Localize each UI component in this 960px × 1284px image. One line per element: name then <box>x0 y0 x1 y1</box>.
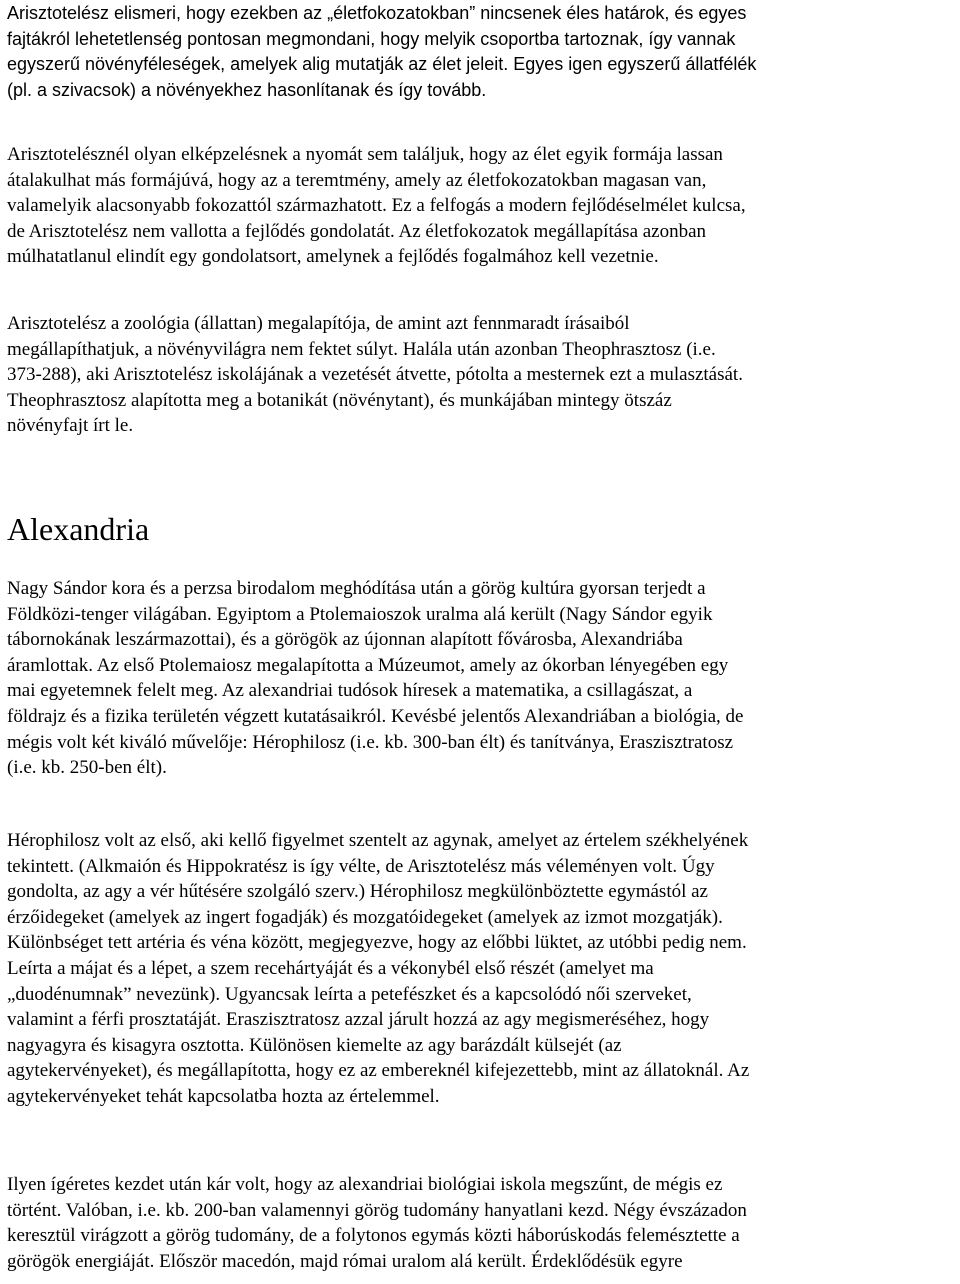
text-line: Hérophilosz volt az első, aki kellő figyelmet szentelt az agynak, amelyet az értelem székhelyének <box>7 830 749 851</box>
text-line: földrajz és a fizika területén végzett kutatásaikról. Kevésbé jelentős Alexandriában a biológia, de <box>7 705 744 727</box>
text-line: múlhatatlanul elindít egy gondolatsort, amelynek a fejlődés fogalmához kell vezetnie. <box>7 246 659 268</box>
text-line: valamint a férfi prosztatáját. Eraszisztratosz azzal járult hozzá az agy megismeréséhez, hogy <box>7 1009 710 1031</box>
text-line: érzőidegeket (amelyek az ingert fogadják) és mozgatóidegeket (amelyek az izmot mozgatják). <box>7 906 723 928</box>
text-line: mégis volt két kiváló művelője: Hérophilosz (i.e. kb. 300-ban élt) és tanítványa, Eraszisztratosz <box>7 731 734 753</box>
text-line: görögök energiáját. Először macedón, majd római uralom alá került. Érdeklődésük egyre <box>7 1250 683 1272</box>
text-line: nagyagyra és kisagyra osztotta. Különösen kiemelte az agy barázdált külsejét (az <box>7 1034 622 1056</box>
text-line: 373-288), aki Arisztotelész iskolájának a vezetését átvette, pótolta a mesternek ezt a mulasztását. <box>7 364 743 386</box>
text-line: növényfajt írt le. <box>7 415 134 437</box>
text-line: mai egyetemnek felelt meg. Az alexandriai tudósok híresek a matematika, a csillagászat, a <box>7 680 693 702</box>
paragraph-evolution-idea <box>7 142 746 270</box>
paragraph-herophilus <box>7 828 749 1110</box>
text-line: gondolta, az agy a vér hűtésére szolgáló szerv.) Hérophilosz megkülönböztette egymástól az <box>7 881 708 903</box>
text-line: keresztül virágzott a görög tudomány, de a folytonos egymás közti háborúskodás felemésztette a <box>7 1225 740 1247</box>
text-line: Arisztotelész elismeri, hogy ezekben az „életfokozatokban” nincsenek éles határok, és egyes <box>7 3 747 23</box>
text-line: agytekervényeket), és megállapította, hogy ez az embereknél kifejezettebb, mint az állatoknál. Az <box>7 1060 750 1082</box>
text-line: Földközi-tenger világában. Egyiptom a Ptolemaioszok uralma alá került (Nagy Sándor egyik <box>7 603 713 625</box>
text-line: történt. Valóban, i.e. kb. 200-ban valamennyi görög tudomány hanyatlani kezd. Négy évszázadon <box>7 1199 747 1221</box>
text-line: áramlottak. Az első Ptolemaiosz megalapította a Múzeumot, amely az ókorban lényegében egy <box>7 654 729 676</box>
paragraph-alexandria-intro <box>7 576 743 781</box>
text-line: tábornokának leszármazottai), és a görögök az újonnan alapított fővárosba, Alexandriába <box>7 629 683 651</box>
text-line: Arisztotelész a zoológia (állattan) megalapítója, de amint azt fennmaradt írásaiból <box>7 313 630 334</box>
paragraph-decline <box>7 1172 747 1274</box>
text-line: Nagy Sándor kora és a perzsa birodalom meghódítása után a görög kultúra gyorsan terjedt a <box>7 578 706 599</box>
text-line: fajtákról lehetetlenség pontosan megmondani, hogy melyik csoportba tartoznak, így vannak <box>7 28 736 49</box>
text-line: agytekervényeket tehát kapcsolatba hozta az értelemmel. <box>7 1085 440 1107</box>
text-line: valamelyik alacsonyabb fokozattól származhatott. Ez a felfogás a modern fejlődéselmélet kulcsa, <box>7 195 746 217</box>
section-heading: Alexandria <box>7 511 150 547</box>
text-line: átalakulhat más formájúvá, hogy az a teremtmény, amely az életfokozatokban magasan van, <box>7 169 707 191</box>
paragraph-theophrastus <box>7 311 743 439</box>
paragraph-levels-of-life <box>7 1 756 103</box>
text-line: egyszerű növényféleségek, amelyek alig mutatják az élet jeleit. Egyes igen egyszerű állatfélék <box>7 54 757 75</box>
text-line: „duodénumnak” nevezünk). Ugyancsak leírta a petefészket és a kapcsolódó női szerveket, <box>7 983 692 1005</box>
text-line: Különbséget tett artéria és véna között, megjegyezve, hogy az előbbi lüktet, az utóbbi pedig nem. <box>7 932 747 954</box>
text-line: megállapíthatjuk, a növényvilágra nem fektet súlyt. Halála után azonban Theophrasztosz (i.e. <box>7 338 716 360</box>
text-line: (i.e. kb. 250-ben élt). <box>7 757 167 779</box>
text-line: Ilyen ígéretes kezdet után kár volt, hogy az alexandriai biológiai iskola megszűnt, de mégis ez <box>7 1174 723 1195</box>
text-line: Theophrasztosz alapította meg a botanikát (növénytant), és munkájában mintegy ötszáz <box>7 389 672 411</box>
text-line: de Arisztotelész nem vallotta a fejlődés gondolatát. Az életfokozatok megállapítása azonban <box>7 220 707 242</box>
text-line: Arisztotelésznél olyan elképzelésnek a nyomát sem találjuk, hogy az élet egyik formája lassan <box>7 144 723 165</box>
text-line: Leírta a májat és a lépet, a szem recehártyáját és a vékonybél első részét (amelyet ma <box>7 957 654 979</box>
text-line: (pl. a szivacsok) a növényekhez hasonlítanak és így tovább. <box>7 79 487 100</box>
text-line: tekintett. (Alkmaión és Hippokratész is így vélte, de Arisztotelész más véleményen volt. Úgy <box>7 855 715 877</box>
